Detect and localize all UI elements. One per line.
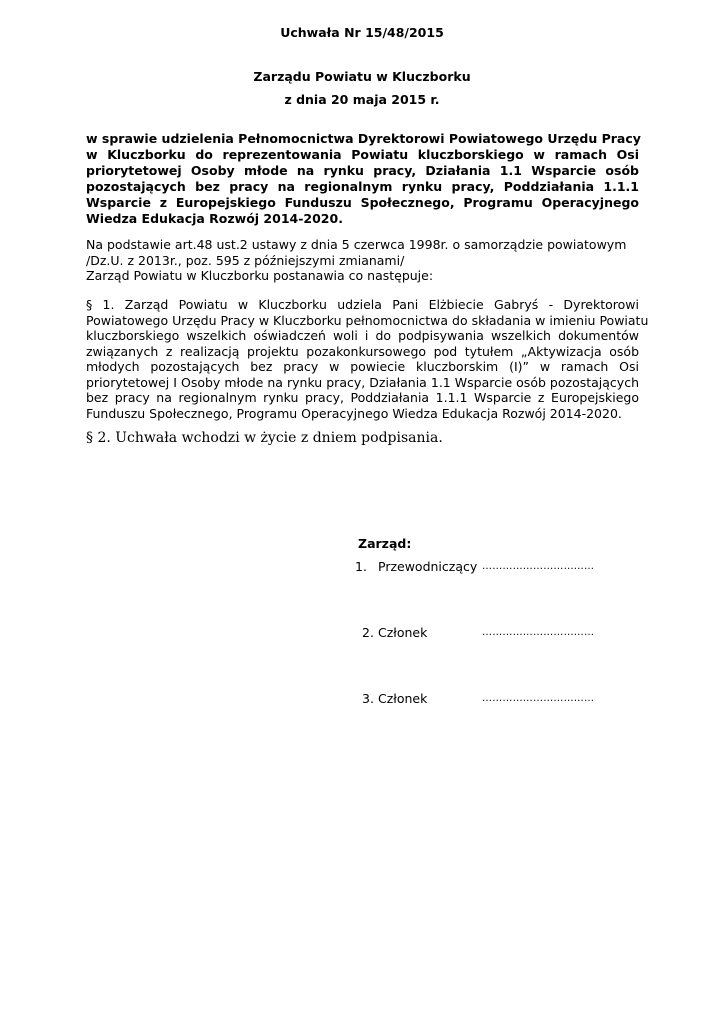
subject-line: Wiedza Edukacja Rozwój 2014-2020. [86, 211, 343, 226]
resolution-number: Uchwała Nr 15/48/2015 [280, 25, 444, 40]
section-1-line: § 1. Zarząd Powiatu w Kluczborku udziela Pani Elżbiecie Gabryś - Dyrektorowi [86, 297, 639, 312]
subject-line: w sprawie udzielenia Pełnomocnictwa Dyrektorowi Powiatowego Urzędu Pracy [86, 131, 641, 146]
subject-line: w Kluczborku do reprezentowania Powiatu kluczborskiego w ramach Osi [86, 147, 639, 162]
signature-role: Członek [378, 625, 428, 640]
legal-basis-line: /Dz.U. z 2013r., poz. 595 z późniejszymi zmianami/ [86, 252, 405, 268]
signature-row [352, 559, 612, 575]
board-label: Zarząd: [358, 536, 412, 551]
signature-number: 1. [355, 559, 367, 574]
legal-basis-line: Zarząd Powiatu w Kluczborku postanawia co następuje: [86, 268, 434, 283]
section-1-line: młodych pozostających bez pracy w powiecie kluczborskim (I)” w ramach Osi [86, 359, 639, 374]
issuer-title: Zarządu Powiatu w Kluczborku [253, 69, 471, 84]
section-1-line: związanych z realizacją projektu pozakonkursowego pod tytułem „Aktywizacja osób [86, 343, 639, 359]
signature-role: Przewodniczący [378, 559, 478, 574]
signature-number: 3. [362, 691, 374, 706]
section-1-line: bez pracy na regionalnym rynku pracy, Poddziałania 1.1.1 Wsparcie z Europejskiego [86, 390, 639, 405]
section-1-line: Powiatowego Urzędu Pracy w Kluczborku pełnomocnictwa do składania w imieniu Powiatu [86, 312, 649, 328]
signature-line: …………………………… [482, 561, 595, 572]
signature-line: …………………………… [482, 693, 595, 704]
signature-role: Członek [378, 691, 428, 706]
section-2-text: § 2. Uchwała wchodzi w życie z dniem podpisania. [86, 430, 443, 446]
subject-line: pozostających bez pracy na regionalnym rynku pracy, Poddziałania 1.1.1 [86, 179, 639, 194]
resolution-date: z dnia 20 maja 2015 r. [284, 92, 440, 107]
signature-row [352, 625, 612, 641]
subject-line: Wsparcie z Europejskiego Funduszu Społecznego, Programu Operacyjnego [86, 195, 639, 210]
section-1-line: Funduszu Społecznego, Programu Operacyjnego Wiedza Edukacja Rozwój 2014-2020. [86, 405, 622, 421]
legal-basis-block [86, 237, 639, 284]
subject-line: priorytetowej Osoby młode na rynku pracy, Działania 1.1 Wsparcie osób [86, 163, 639, 178]
legal-basis-line: Na podstawie art.48 ust.2 ustawy z dnia 5 czerwca 1998r. o samorządzie powiatowym [86, 237, 627, 252]
section-1-block [86, 297, 649, 421]
signature-number: 2. [362, 625, 374, 640]
section-1-line: priorytetowej I Osoby młode na rynku pracy, Działania 1.1 Wsparcie osób pozostających [86, 374, 639, 390]
section-1-line: kluczborskiego wszelkich oświadczeń woli i do podpisywania wszelkich dokumentów [86, 328, 639, 343]
signature-line: …………………………… [482, 627, 595, 638]
subject-block [86, 131, 639, 227]
signature-row [352, 691, 612, 707]
